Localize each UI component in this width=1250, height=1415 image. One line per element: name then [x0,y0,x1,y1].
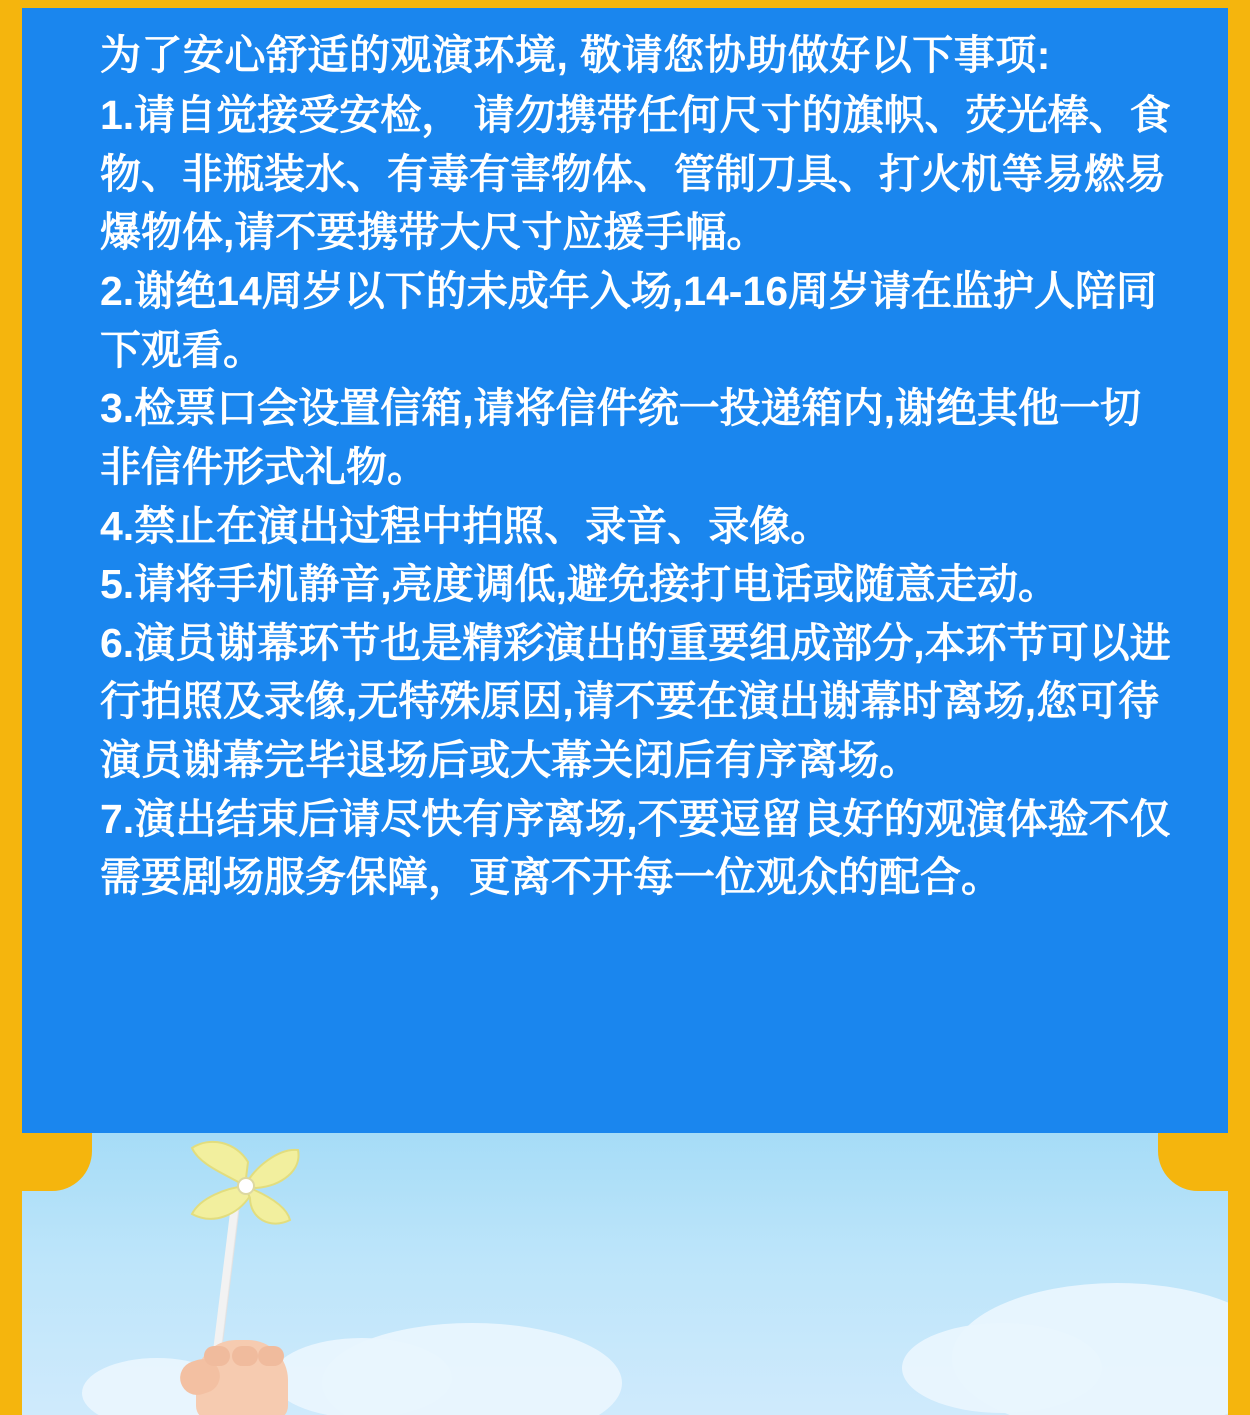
frame-right-border [1228,0,1250,1415]
sky-corner-right [1158,1133,1228,1191]
hand-knuckle [258,1346,284,1366]
cloud-icon [272,1338,452,1415]
frame-left-border [0,0,22,1415]
notice-item: 2.谢绝14周岁以下的未成年入场,14-16周岁请在监护人陪同下观看。 [100,268,1158,373]
notice-item: 4.禁止在演出过程中拍照、录音、录像。 [100,502,832,549]
notice-item: 6.演员谢幕环节也是精彩演出的重要组成部分,本环节可以进行拍照及录像,无特殊原因,请不要在演出谢幕时离场,您可待演员谢幕完毕退场后或大幕关闭后有序离场。 [100,619,1171,784]
notice-item: 3.检票口会设置信箱,请将信件统一投递箱内,谢绝其他一切非信件形式礼物。 [100,385,1141,490]
sky-corner-left [22,1133,92,1191]
hand-icon [196,1340,288,1415]
notice-list [100,86,1174,907]
pinwheel-icon [170,1118,320,1248]
notice-panel [22,8,1228,1133]
notice-title: 为了安心舒适的观演环境, 敬请您协助做好以下事项: [100,32,1051,78]
frame-top-border [0,0,1250,8]
hand-knuckle [232,1346,258,1366]
notice-item: 7.演出结束后请尽快有序离场,不要逗留良好的观演体验不仅需要剧场服务保障，更离不开每一位观众的配合。 [100,795,1171,901]
cloud-icon [902,1323,1102,1413]
notice-item: 5.请将手机静音,亮度调低,避免接打电话或随意走动。 [100,561,1059,608]
hand-knuckle [204,1346,230,1366]
notice-item: 1.请自觉接受安检， 请勿携带任何尺寸的旗帜、荧光棒、食物、非瓶装水、有毒有害物体、管制刀具、打火机等易燃易爆物体,请不要携带大尺寸应援手幅。 [100,92,1171,256]
